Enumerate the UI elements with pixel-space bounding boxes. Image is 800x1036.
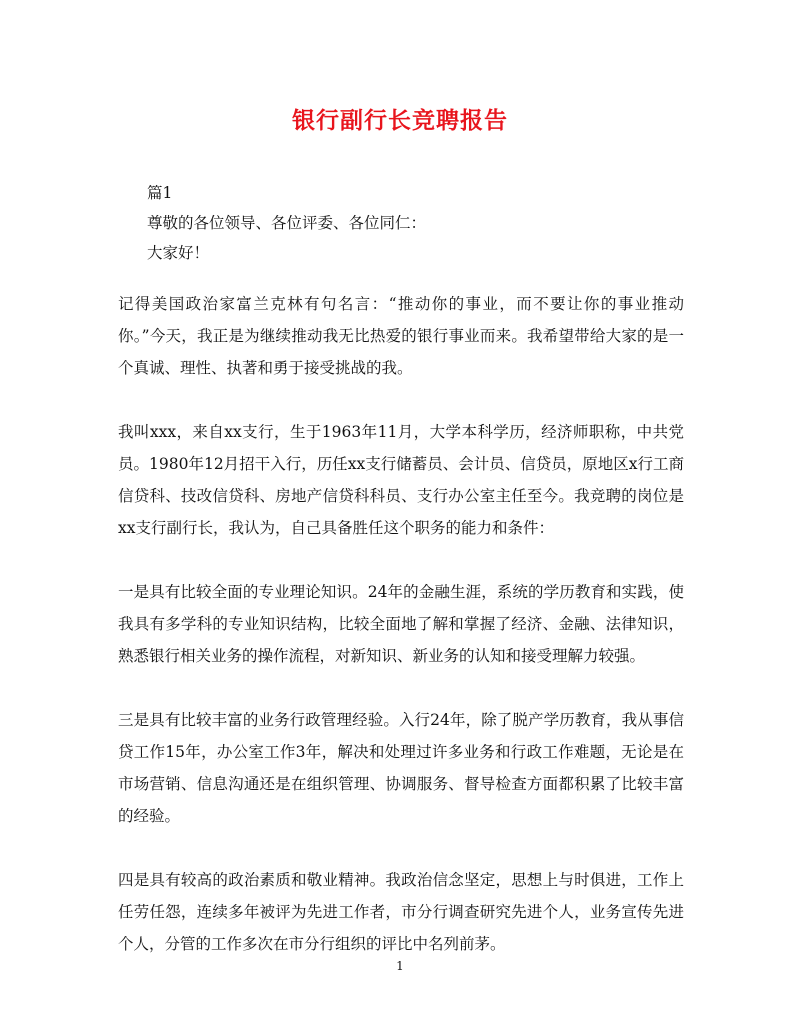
- paragraph-political-quality: 四是具有较高的政治素质和敬业精神。我政治信念坚定，思想上与时俱进，工作上任劳任怨，连续多年被评为先进工作者，市分行调查研究先进个人，业务宣传先进个人，分管的工作多次在市分行组织的评比中名列前茅。: [118, 871, 684, 953]
- paragraph-knowledge: 一是具有比较全面的专业理论知识。24年的金融生涯，系统的学历教育和实践，使我具有多学科的专业知识结构，比较全面地了解和掌握了经济、金融、法律知识，熟悉银行相关业务的操作流程，对新知识、新业务的认知和接受理解力较强。: [118, 583, 684, 665]
- greeting: 大家好！: [147, 244, 210, 262]
- paragraph-quote: 记得美国政治家富兰克林有句名言：“推动你的事业，而不要让你的事业推动你。”今天，我正是为继续推动我无比热爱的银行事业而来。我希望带给大家的是一个真诚、理性、执著和勇于接受挑战的我。: [118, 295, 684, 377]
- document-title: 银行副行长竞聘报告: [292, 107, 508, 134]
- page-number: 1: [396, 959, 404, 973]
- paragraph-experience: 三是具有比较丰富的业务行政管理经验。入行24年，除了脱产学历教育，我从事信贷工作15年，办公室工作3年，解决和处理过许多业务和行政工作难题，无论是在市场营销、信息沟通还是在组织管理、协调服务、督导检查方面都积累了比较丰富的经验。: [118, 711, 684, 825]
- intro-block: [147, 178, 707, 268]
- section-label: 篇1: [147, 184, 173, 202]
- paragraph-introduction: 我叫xxx，来自xx支行，生于1963年11月，大学本科学历，经济师职称，中共党员。1980年12月招干入行，历任xx支行储蓄员、会计员、信贷员，原地区x行工商信贷科、技改信贷科、房地产信贷科科员、支行办公室主任至今。我竞聘的岗位是xx支行副行长，我认为，自己具备胜任这个职务的能力和条件：: [118, 423, 684, 537]
- body-text: [118, 288, 684, 992]
- salutation: 尊敬的各位领导、各位评委、各位同仁：: [147, 214, 427, 232]
